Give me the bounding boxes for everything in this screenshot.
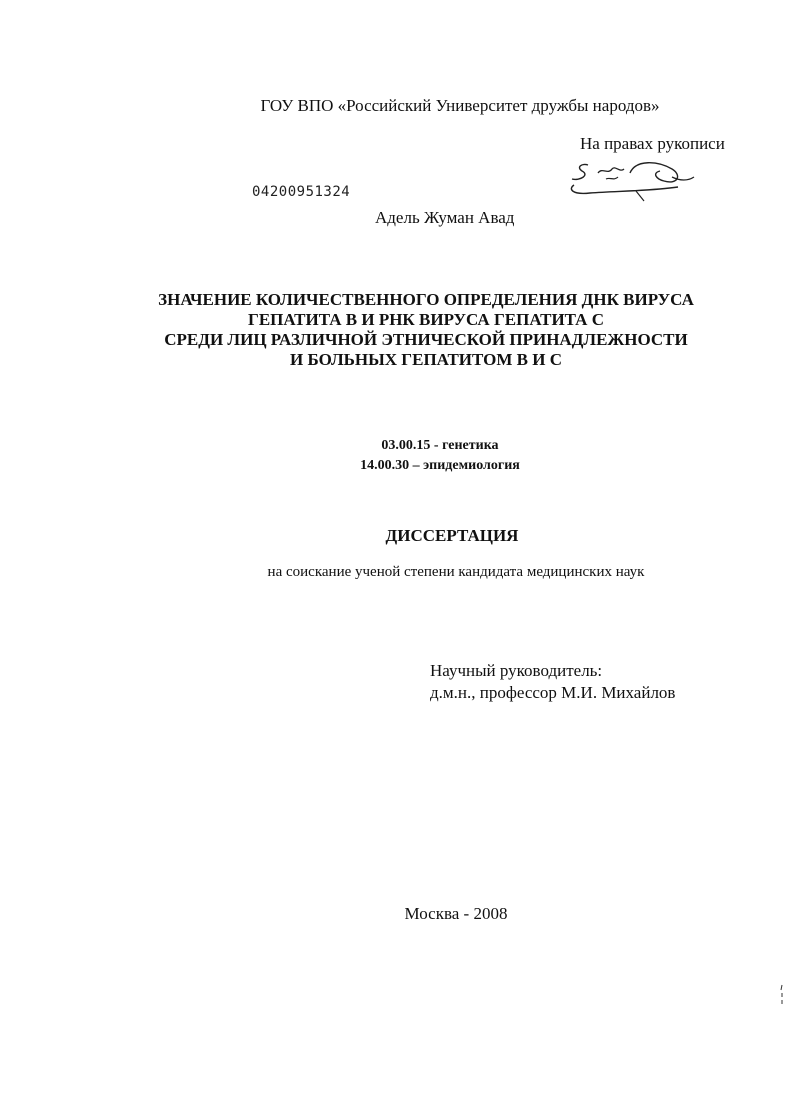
archive-stamp-number: 04200951324 xyxy=(252,184,351,200)
advisor-label: Научный руководитель: xyxy=(430,661,603,680)
title-line: СРЕДИ ЛИЦ РАЗЛИЧНОЙ ЭТНИЧЕСКОЙ ПРИНАДЛЕЖНОСТИ xyxy=(164,330,688,349)
title-line: ЗНАЧЕНИЕ КОЛИЧЕСТВЕННОГО ОПРЕДЕЛЕНИЯ ДНК ВИРУСА xyxy=(158,290,694,309)
specialty-line: 14.00.30 – эпидемиология xyxy=(360,458,520,473)
advisor-name: д.м.н., профессор М.И. Михайлов xyxy=(430,683,676,702)
document-type: ДИССЕРТАЦИЯ xyxy=(385,526,519,545)
handwritten-signature xyxy=(560,155,705,205)
rights-note: На правах рукописи xyxy=(580,134,725,153)
specialty-line: 03.00.15 - генетика xyxy=(381,438,499,453)
title-line: И БОЛЬНЫХ ГЕПАТИТОМ В И С xyxy=(289,350,563,369)
author-name: Адель Жуман Авад xyxy=(375,208,515,227)
specialty-codes xyxy=(0,436,796,476)
degree-purpose: на соискание ученой степени кандидата медицинских наук xyxy=(267,564,645,580)
institution-name: ГОУ ВПО «Российский Университет дружбы народов» xyxy=(260,96,660,115)
city-year: Москва - 2008 xyxy=(404,904,508,923)
scientific-advisor xyxy=(430,660,675,704)
scan-margin-marks xyxy=(778,984,786,1006)
dissertation-title xyxy=(0,290,796,370)
title-line: ГЕПАТИТА В И РНК ВИРУСА ГЕПАТИТА С xyxy=(248,310,604,329)
